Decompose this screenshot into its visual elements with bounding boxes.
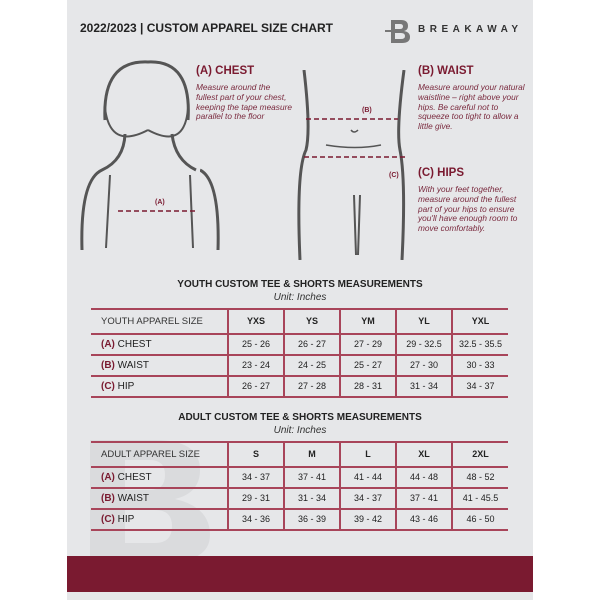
measurement-value: 31 - 34 (284, 488, 340, 509)
upper-body-figure (80, 60, 200, 260)
measurement-label (91, 488, 228, 509)
footer-band (67, 556, 533, 592)
table-row (91, 355, 508, 376)
size-column-header: YXL (452, 309, 508, 334)
marker-c: (C) (389, 172, 399, 179)
size-column-header: 2XL (452, 442, 508, 467)
measurement-label (91, 334, 228, 355)
measurement-value: 30 - 33 (452, 355, 508, 376)
measurement-value: 28 - 31 (340, 376, 396, 397)
breakaway-logo-icon (385, 17, 413, 45)
adult-table-title: ADULT CUSTOM TEE & SHORTS MEASUREMENTS (178, 412, 422, 423)
measurement-letter: (C) (101, 381, 115, 392)
size-column-header: YL (396, 309, 452, 334)
measurement-value: 41 - 45.5 (452, 488, 508, 509)
measurement-value: 29 - 32.5 (396, 334, 452, 355)
table-row (91, 334, 508, 355)
waist-description: Measure around your natural waistline – right above your hips. Be careful not to squeeze too tight to allow a little give. (418, 82, 525, 132)
measurement-value: 23 - 24 (228, 355, 284, 376)
measurement-value: 34 - 36 (228, 509, 284, 530)
measurement-value: 29 - 31 (228, 488, 284, 509)
hips-description: With your feet together, measure around the fullest part of your hips to ensure you'll have enough room to move comfortably. (418, 184, 518, 234)
youth-table-title: YOUTH CUSTOM TEE & SHORTS MEASUREMENTS (177, 279, 423, 290)
waist-heading: (B) WAIST (418, 65, 474, 77)
measurement-name: WAIST (117, 360, 149, 371)
measurement-value: 34 - 37 (452, 376, 508, 397)
marker-a: (A) (155, 199, 165, 206)
measurement-letter: (B) (101, 360, 115, 371)
lower-body-figure (296, 70, 416, 260)
measurement-value: 24 - 25 (284, 355, 340, 376)
adult-unit: Unit: Inches (273, 425, 327, 436)
measurement-name: HIP (117, 381, 135, 392)
measurement-label (91, 355, 228, 376)
table-header-row (91, 442, 508, 467)
measurement-name: HIP (117, 514, 135, 525)
table-header-row (91, 309, 508, 334)
size-column-header: L (340, 442, 396, 467)
measurement-value: 32.5 - 35.5 (452, 334, 508, 355)
brand-name: BREAKAWAY (418, 24, 523, 35)
measurement-value: 36 - 39 (284, 509, 340, 530)
measurement-letter: (B) (101, 493, 115, 504)
size-column-header: YM (340, 309, 396, 334)
measurement-value: 46 - 50 (452, 509, 508, 530)
page-title: 2022/2023 | CUSTOM APPAREL SIZE CHART (80, 21, 333, 35)
measurement-value: 27 - 28 (284, 376, 340, 397)
hips-heading: (C) HIPS (418, 167, 464, 179)
table-row (91, 509, 508, 530)
measurement-value: 26 - 27 (228, 376, 284, 397)
adult-size-table (91, 441, 508, 531)
youth-unit: Unit: Inches (273, 292, 327, 303)
size-label: YOUTH APPAREL SIZE (91, 309, 228, 334)
table-row (91, 376, 508, 397)
measurement-name: CHEST (117, 339, 152, 350)
measurement-value: 34 - 37 (228, 467, 284, 488)
measurement-value: 34 - 37 (340, 488, 396, 509)
chest-description: Measure around the fullest part of your chest, keeping the tape measure parallel to the floor (196, 82, 292, 122)
measurement-value: 41 - 44 (340, 467, 396, 488)
measurement-value: 48 - 52 (452, 467, 508, 488)
size-column-header: YS (284, 309, 340, 334)
size-label: ADULT APPAREL SIZE (91, 442, 228, 467)
measurement-value: 43 - 46 (396, 509, 452, 530)
measurement-value: 27 - 30 (396, 355, 452, 376)
measurement-value: 31 - 34 (396, 376, 452, 397)
measurement-letter: (A) (101, 472, 115, 483)
measurement-label (91, 467, 228, 488)
measurement-value: 27 - 29 (340, 334, 396, 355)
size-column-header: S (228, 442, 284, 467)
size-column-header: XL (396, 442, 452, 467)
chest-heading: (A) CHEST (196, 65, 255, 77)
size-column-header: YXS (228, 309, 284, 334)
measurement-value: 37 - 41 (396, 488, 452, 509)
measurement-label (91, 376, 228, 397)
measurement-letter: (C) (101, 514, 115, 525)
measurement-label (91, 509, 228, 530)
youth-size-table (91, 308, 508, 398)
measurement-value: 37 - 41 (284, 467, 340, 488)
table-row (91, 488, 508, 509)
measurement-value: 25 - 27 (340, 355, 396, 376)
measurement-name: CHEST (117, 472, 152, 483)
measurement-name: WAIST (117, 493, 149, 504)
measurement-value: 25 - 26 (228, 334, 284, 355)
measurement-letter: (A) (101, 339, 115, 350)
table-row (91, 467, 508, 488)
measurement-value: 44 - 48 (396, 467, 452, 488)
marker-b: (B) (362, 107, 372, 114)
measurement-value: 39 - 42 (340, 509, 396, 530)
size-column-header: M (284, 442, 340, 467)
measurement-value: 26 - 27 (284, 334, 340, 355)
